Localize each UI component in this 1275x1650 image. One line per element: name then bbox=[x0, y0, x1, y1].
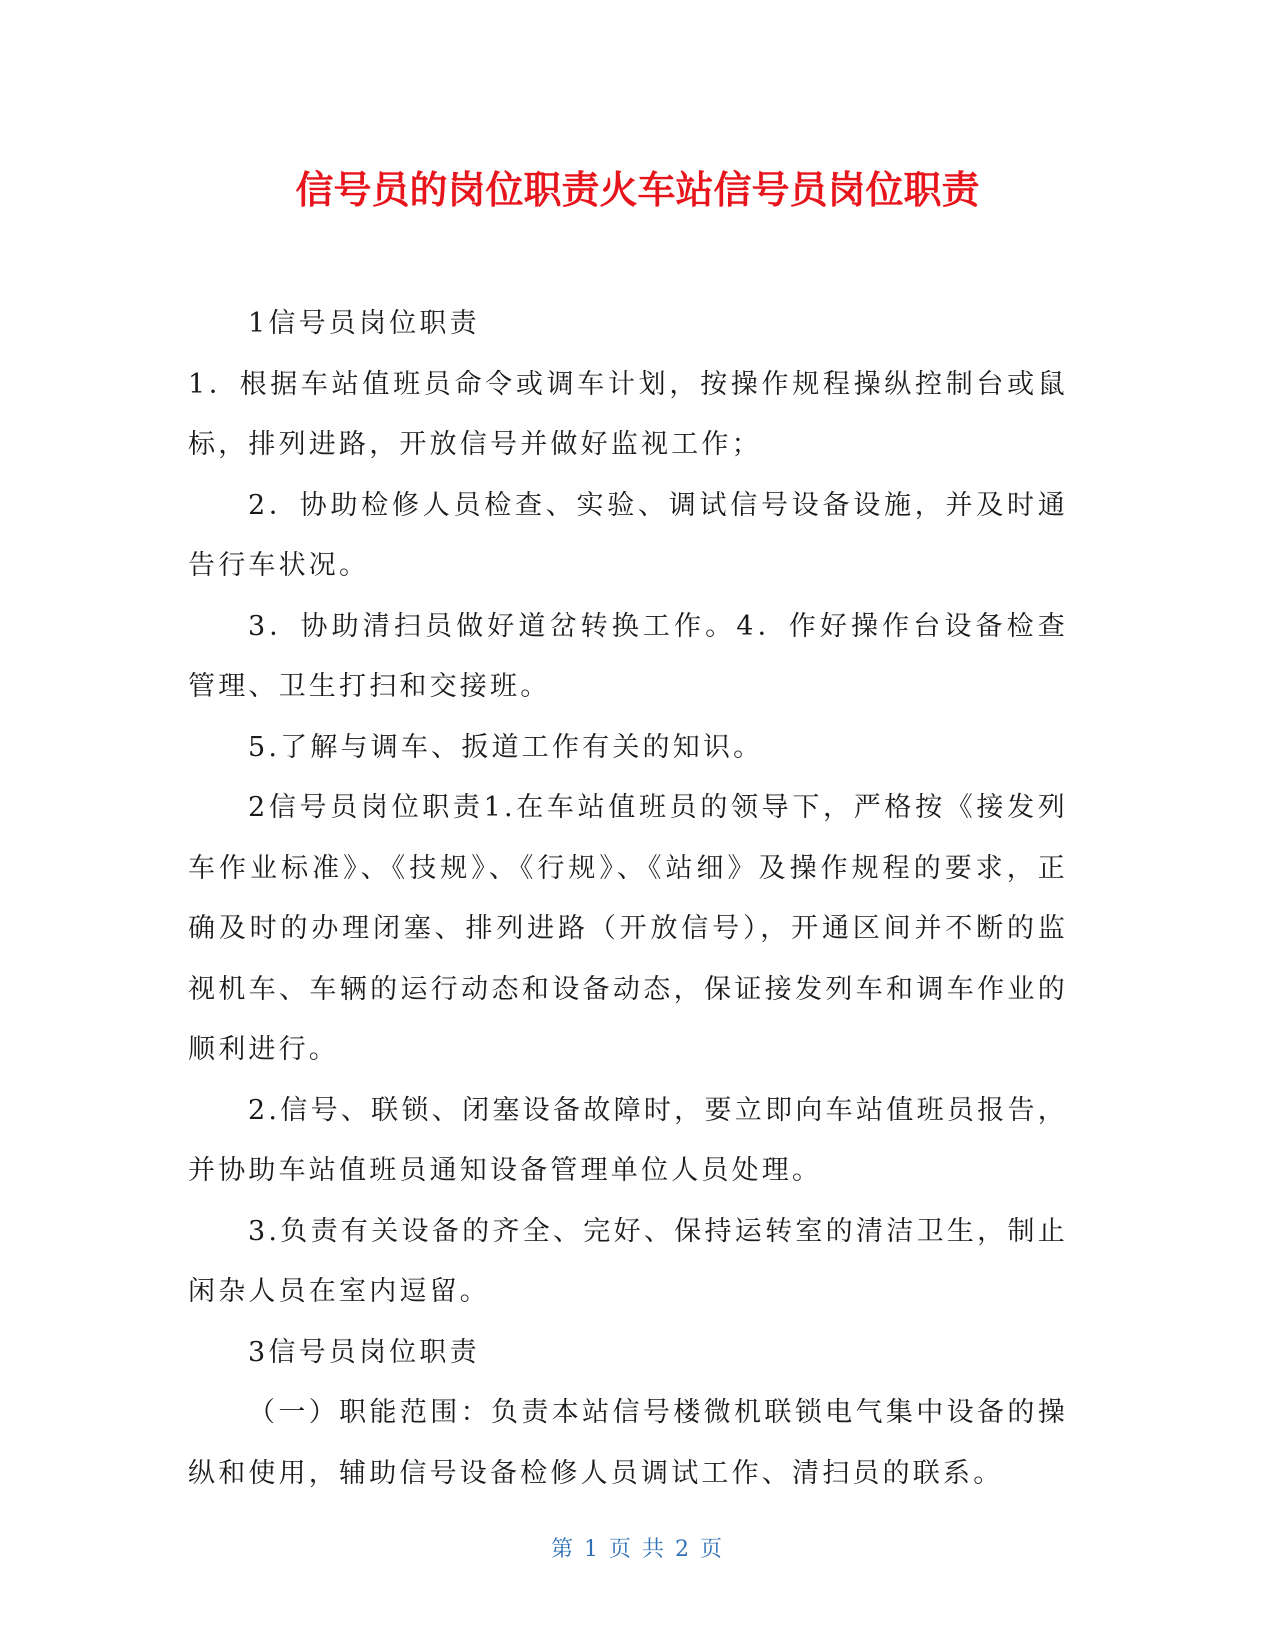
paragraph: 5.了解与调车、扳道工作有关的知识。 bbox=[248, 731, 764, 763]
paragraph: 2信号员岗位职责1.在车站值班员的领导下，严格按《接发列车作业标准》、《技规》、《行规》、《站细》及操作规程的要求，正确及时的办理闭塞、排列进路（开放信号），开通区间并不断的监视机车、车辆的运行动态和设备动态，保证接发列车和调车作业的顺利进行。 bbox=[188, 792, 1068, 1065]
page-footer: 第 1 页 共 2 页 bbox=[551, 1537, 724, 1562]
paragraph: 2．协助检修人员检查、实验、调试信号设备设施，并及时通告行车状况。 bbox=[188, 489, 1068, 581]
document-title: 信号员的岗位职责火车站信号员岗位职责 bbox=[295, 168, 980, 212]
paragraph: 1信号员岗位职责 bbox=[248, 308, 480, 339]
paragraph: （一）职能范围：负责本站信号楼微机联锁电气集中设备的操纵和使用，辅助信号设备检修人员调试工作、清扫员的联系。 bbox=[188, 1397, 1068, 1489]
paragraph: 1．根据车站值班员命令或调车计划，按操作规程操纵控制台或鼠标，排列进路，开放信号并做好监视工作； bbox=[188, 368, 1068, 460]
paragraph: 3.负责有关设备的齐全、完好、保持运转室的清洁卫生，制止闲杂人员在室内逗留。 bbox=[188, 1215, 1068, 1307]
paragraph: 2.信号、联锁、闭塞设备故障时，要立即向车站值班员报告，并协助车站值班员通知设备管理单位人员处理。 bbox=[188, 1094, 1068, 1186]
paragraph: 3信号员岗位职责 bbox=[248, 1336, 480, 1368]
document-body bbox=[188, 294, 1068, 1504]
paragraph: 3．协助清扫员做好道岔转换工作。4．作好操作台设备检查管理、卫生打扫和交接班。 bbox=[188, 610, 1068, 702]
